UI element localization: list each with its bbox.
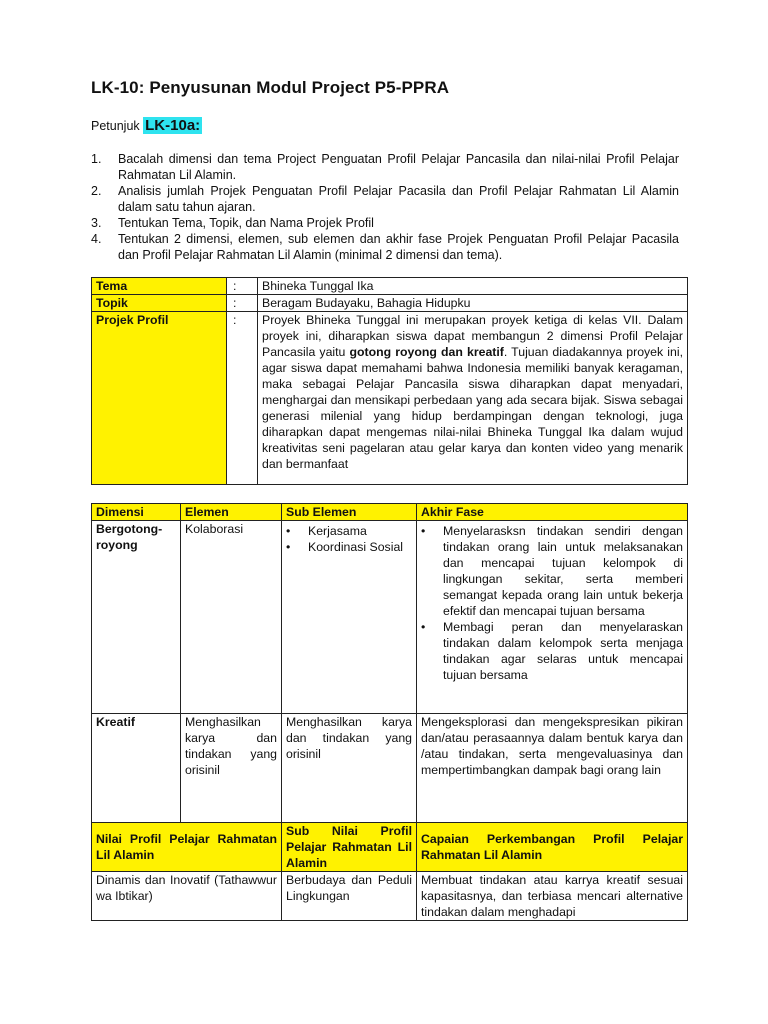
projek-label: Projek Profil — [92, 312, 227, 485]
step-text: Tentukan 2 dimensi, elemen, sub elemen dan akhir fase Projek Penguatan Profil Pelajar Pacasila dan Profil Pelajar Rahmatan Lil Alamin (minimal 2 dimensi dan tema). — [118, 232, 679, 262]
list-item-text: Menyelarasksn tindakan sendiri dengan tindakan orang lain untuk melaksanakan dan mencapai tujuan kelompok di lingkungan sekitar, serta memberi semangat kepada orang lain untuk bekerja efektif dan mencapai tujuan bersama — [443, 524, 683, 618]
header-dimensi: Dimensi — [92, 504, 181, 521]
dimensi-cell: Bergotong-royong — [92, 521, 181, 714]
step-text: Tentukan Tema, Topik, dan Nama Projek Profil — [118, 216, 374, 230]
step-number: 1. — [91, 152, 102, 166]
step-item — [91, 183, 679, 215]
step-text: Analisis jumlah Projek Penguatan Profil Pelajar Pacasila dan Profil Pelajar Rahmatan Lil Alamin dalam satu tahun ajaran. — [118, 184, 679, 214]
akhir-fase-cell — [417, 521, 688, 714]
step-number: 2. — [91, 184, 102, 198]
step-number: 4. — [91, 232, 102, 246]
topik-value: Beragam Budayaku, Bahagia Hidupku — [258, 295, 688, 312]
list-item-text: Membagi peran dan menyelaraskan tindakan dalam kelompok serta menjaga tindakan agar selaras untuk mencapai tujuan bersama — [443, 620, 683, 682]
project-table — [91, 277, 688, 485]
projek-text-1: Proyek Bhineka Tunggal ini merupakan proyek ketiga di kelas VII. Dalam proyek ini, diharapkan siswa dapat membangun 2 dimensi Profil Pelajar Pancasila yaitu — [262, 313, 683, 359]
sub-elemen-list — [286, 523, 412, 555]
instructions-heading — [91, 117, 202, 134]
table-header-row — [92, 504, 688, 521]
bullet: • — [421, 620, 426, 634]
bullet: • — [421, 524, 426, 538]
step-item — [91, 231, 679, 263]
sub-elemen-cell: Menghasilkan karya dan tindakan yang orisinil — [282, 714, 417, 823]
tema-value: Bhineka Tunggal Ika — [258, 278, 688, 295]
elemen-cell: Kolaborasi — [181, 521, 282, 714]
header-akhir-fase: Akhir Fase — [417, 504, 688, 521]
list-item — [286, 523, 412, 539]
list-item — [286, 539, 412, 555]
list-item — [421, 523, 683, 619]
akhir-fase-list — [421, 523, 683, 683]
topik-label: Topik — [92, 295, 227, 312]
colon: : — [227, 312, 258, 485]
table-row — [92, 521, 688, 714]
akhir-fase-cell: Mengeksplorasi dan mengekspresikan pikiran dan/atau perasaannya dalam bentuk karya dan /atau tindakan, serta mengevaluasinya dan mempertimbangkan dampak bagi orang lain — [417, 714, 688, 823]
sub-elemen-cell — [282, 521, 417, 714]
instructions-highlight: LK-10a: — [145, 117, 201, 134]
projek-text-bold: gotong royong dan kreatif — [349, 345, 504, 359]
instruction-steps — [91, 151, 679, 263]
projek-description — [258, 312, 688, 485]
header-nilai-profil: Nilai Profil Pelajar Rahmatan Lil Alamin — [92, 823, 282, 872]
header-sub-nilai: Sub Nilai Profil Pelajar Rahmatan Lil Alamin — [282, 823, 417, 872]
header-elemen: Elemen — [181, 504, 282, 521]
table-row — [92, 872, 688, 921]
sub-nilai-cell: Berbudaya dan Peduli Lingkungan — [282, 872, 417, 921]
colon: : — [227, 278, 258, 295]
table-row — [92, 714, 688, 823]
tema-label: Tema — [92, 278, 227, 295]
header-sub-elemen: Sub Elemen — [282, 504, 417, 521]
list-item — [421, 619, 683, 683]
instructions-label: Petunjuk — [91, 119, 140, 133]
list-item-text: Kerjasama — [308, 524, 367, 538]
table-header-row — [92, 823, 688, 872]
bullet: • — [286, 524, 291, 538]
colon: : — [227, 295, 258, 312]
table-row — [92, 295, 688, 312]
projek-text-2: . Tujuan diadakannya proyek ini, agar siswa dapat memahami bahwa Indonesia memiliki banyak keragaman, maka sebagai Pelajar Pancasila siswa diharapkan dapat menyadari, menghargai dan mensikapi perbedaan yang ada secara bijak. Siswa sebagai generasi milenial yang hidup berdampingan dengan teknologi, juga diharapkan dapat mengemas nilai-nilai Bhineka Tunggal Ika dalam wujud kreativitas seni pagelaran atau gelar karya dan konten video yang menarik dan bermanfaat — [262, 345, 683, 471]
header-capaian: Capaian Perkembangan Profil Pelajar Rahmatan Lil Alamin — [417, 823, 688, 872]
table-row — [92, 312, 688, 485]
page-title: LK-10: Penyusunan Modul Project P5-PPRA — [91, 78, 450, 97]
dimensi-table — [91, 503, 688, 921]
capaian-cell: Membuat tindakan atau karrya kreatif sesuai kapasitasnya, dan terbiasa mencari alternative tindakan dalam menghadapi — [417, 872, 688, 921]
nilai-cell: Dinamis dan Inovatif (Tathawwur wa Ibtikar) — [92, 872, 282, 921]
table-row — [92, 278, 688, 295]
list-item-text: Koordinasi Sosial — [308, 540, 404, 554]
step-number: 3. — [91, 216, 102, 230]
elemen-cell: Menghasilkan karya dan tindakan yang orisinil — [181, 714, 282, 823]
bullet: • — [286, 540, 291, 554]
step-item — [91, 215, 679, 231]
step-text: Bacalah dimensi dan tema Project Penguatan Profil Pelajar Pancasila dan nilai-nilai Profil Pelajar Rahmatan Lil Alamin. — [118, 152, 679, 182]
step-item — [91, 151, 679, 183]
dimensi-cell: Kreatif — [92, 714, 181, 823]
